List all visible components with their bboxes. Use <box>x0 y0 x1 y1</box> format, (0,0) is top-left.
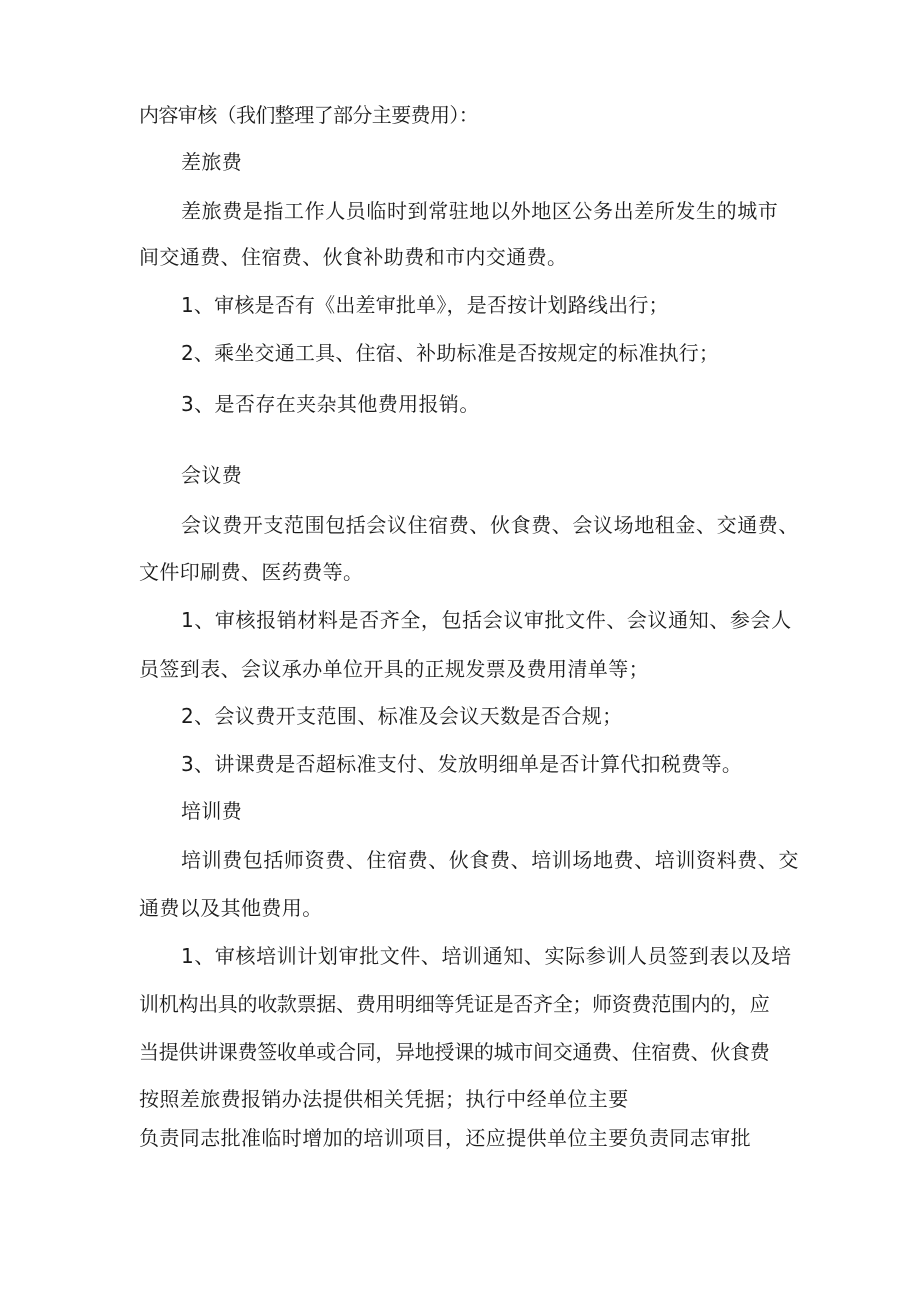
section-title-travel: 差旅费 <box>181 150 243 174</box>
travel-description-line-2: 间交通费、住宿费、伙食补助费和市内交通费。 <box>139 245 568 269</box>
training-item-1-line-2: 训机构出具的收款票据、费用明细等凭证是否齐全；师资费范围内的，应 <box>139 992 770 1016</box>
travel-item-3: 3、是否存在夹杂其他费用报销。 <box>181 392 480 416</box>
travel-item-1: 1、审核是否有《出差审批单》，是否按计划路线出行； <box>181 293 669 317</box>
meeting-item-1-line-2: 员签到表、会议承办单位开具的正规发票及费用清单等； <box>139 657 649 681</box>
section-title-training: 培训费 <box>181 799 243 823</box>
meeting-item-1-line-1: 1、审核报销材料是否齐全，包括会议审批文件、会议通知、参会人 <box>181 608 792 632</box>
intro-line: 内容审核（我们整理了部分主要费用）： <box>139 103 479 127</box>
meeting-description-line-2: 文件印刷费、医药费等。 <box>139 560 364 584</box>
travel-item-2: 2、乘坐交通工具、住宿、补助标准是否按规定的标准执行； <box>181 341 720 365</box>
meeting-description-line-1: 会议费开支范围包括会议住宿费、伙食费、会议场地租金、交通费、 <box>181 513 799 537</box>
training-description-line-1: 培训费包括师资费、住宿费、伙食费、培训场地费、培训资料费、交 <box>181 848 799 872</box>
training-item-1-line-4: 按照差旅费报销办法提供相关凭据；执行中经单位主要 <box>139 1087 629 1111</box>
section-title-meeting: 会议费 <box>181 463 243 487</box>
meeting-item-3: 3、讲课费是否超标准支付、发放明细单是否计算代扣税费等。 <box>181 752 743 776</box>
training-item-1-line-3: 当提供讲课费签收单或合同，异地授课的城市间交通费、住宿费、伙食费 <box>139 1040 770 1064</box>
meeting-item-2: 2、会议费开支范围、标准及会议天数是否合规； <box>181 704 623 728</box>
training-item-1-line-1: 1、审核培训计划审批文件、培训通知、实际参训人员签到表以及培 <box>181 944 792 968</box>
training-item-1-line-5: 负责同志批准临时增加的培训项目，还应提供单位主要负责同志审批 <box>139 1126 751 1150</box>
travel-description-line-1: 差旅费是指工作人员临时到常驻地以外地区公务出差所发生的城市 <box>181 199 779 223</box>
training-description-line-2: 通费以及其他费用。 <box>139 896 323 920</box>
